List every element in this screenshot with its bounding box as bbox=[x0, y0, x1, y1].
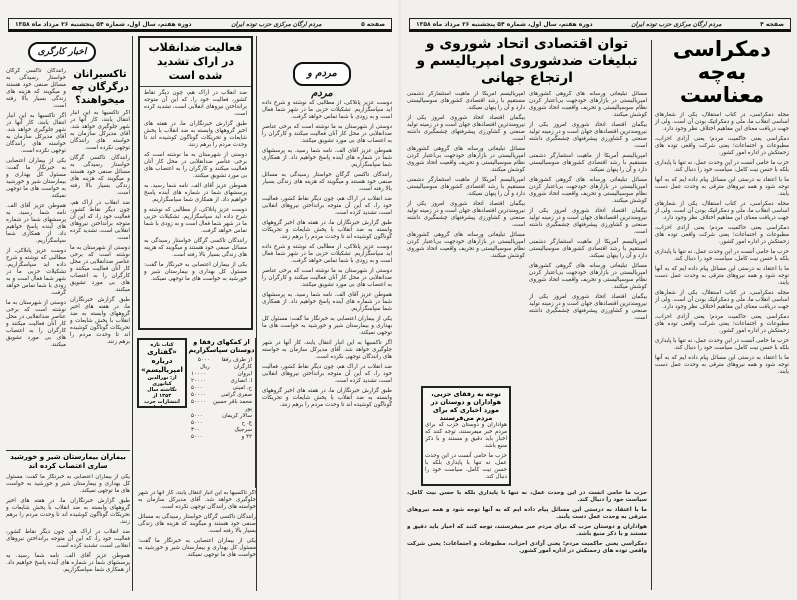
paragraph: حزب ما حامی آنست در این وحدت عمل، نه تنها با پایداری بلکه با حسن نیت کامل، سیاست خود را دنبال کند. bbox=[655, 249, 789, 262]
paragraph: بیگمان اقتصاد اتحاد شوروی امروز یکی از نیرومندترین اقتصادهای جهان است و در زمینه تولید صنعتی و کشاورزی پیشرفتهای چشمگیری داشته است. bbox=[529, 294, 647, 321]
donation-amount: ۵۰۰۰ bbox=[191, 420, 203, 426]
donation-amount: ۵۰۰۰ bbox=[191, 413, 203, 419]
paragraph: طبق گزارش خبرنگاران ما، در هفته های اخیر گروههای وابسته به ضد انقلاب با پخش شایعات و تحریکات گوناگون کوشیده اند تا وحدت مردم را برهم زنند. bbox=[262, 220, 392, 240]
book-author: از: نورالدین کیانوری bbox=[147, 375, 177, 387]
main-article-col-1 bbox=[529, 91, 647, 486]
paragraph: طبق گزارش خبرنگاران ما، در هفته های اخیر گروههای وابسته به ضد انقلاب با پخش شایعات و تحریکات گوناگون کوشیده اند تا وحدت مردم را برهم زنند. bbox=[144, 121, 247, 148]
donation-amount: ۵۰۰۰ ریال bbox=[197, 357, 210, 370]
paragraph: حزب ما حامی آنست در این وحدت عمل، نه تنها با پایداری بلکه با حسن نیت کامل، سیاست خود را دنبال کند. bbox=[407, 490, 647, 503]
paragraph: امپریالیسم آمریکا از ماهیت استثمارگر دشمنی مستقیم با رشد اقتصادی کشورهای سوسیالیستی دارد و آن را پنهان نمیکند. bbox=[407, 177, 525, 197]
notice-box bbox=[421, 386, 511, 486]
paragraph: ما با اعتقاد به درستی این مسائل پیام داده ایم که به آنها توجه شود و همه نیروهای مترقی به وحدت عمل دست یابند. bbox=[655, 266, 789, 286]
donation-row bbox=[191, 420, 252, 427]
paragraph: ما با اعتقاد به درستی این مسائل پیام داده ایم که به آنها توجه شود و همه نیروهای مترقی به وحدت عمل دست یابند. bbox=[655, 355, 789, 375]
donation-row bbox=[191, 399, 252, 413]
notice-body bbox=[425, 422, 507, 482]
donation-row bbox=[191, 413, 252, 420]
paragraph: دمکراسی یعنی حاکمیت مردم؛ یعنی آزادی احزاب، مطبوعات و اجتماعات؛ یعنی شرکت واقعی توده های زحمتکش در اداره امور کشور. bbox=[655, 136, 789, 156]
main-article-col-2 bbox=[407, 91, 525, 380]
paragraph: دوستی از شهرستان به ما نوشته است که برخی عناصر ضدانقلابی در محل کار آنان فعالیت میکنند و کارگران را به اعتصاب های بی مورد تشویق میکنند. bbox=[262, 268, 392, 288]
paragraph: امپریالیسم آمریکا از ماهیت استثمارگر دشمنی مستقیم با رشد اقتصادی کشورهای سوسیالیستی دارد و آن را پنهان نمیکند. bbox=[529, 153, 647, 173]
paragraph: ما با اعتقاد به درستی این مسائل پیام داده ایم که به آنها توجه شود و همه نیروهای مترقی به وحدت عمل دست یابند. bbox=[407, 507, 647, 520]
paragraph: رانندگان تاکسی گرگان خواستار رسیدگی به مسائل صنفی خود هستند و میگویند که هزینه های زندگی بسیار بالا رفته است. bbox=[138, 514, 256, 534]
page-header bbox=[8, 18, 392, 32]
donor-name: ح. امینی bbox=[232, 385, 252, 391]
donation-amount: ۵۰۰۰ bbox=[191, 385, 203, 391]
donation-row bbox=[191, 392, 252, 399]
middle-lower-text bbox=[138, 490, 256, 590]
divider bbox=[6, 450, 130, 451]
paragraph: امپریالیسم آمریکا از ماهیت استثمارگر دشمنی مستقیم با رشد اقتصادی کشورهای سوسیالیستی دارد و آن را پنهان نمیکند. bbox=[529, 239, 647, 259]
paragraph: ضد انقلاب در اراک هم، چون دیگر نقاط کشور، فعالیت خود را، که این آن متوجه برانداختن نیروهای انقلابی است، تشدید کرده است. bbox=[70, 200, 130, 241]
new-book-box bbox=[137, 338, 187, 408]
donor-name: ایروان bbox=[237, 371, 252, 377]
column-divider bbox=[651, 40, 652, 590]
paragraph: دوستی از شهرستان به ما نوشته است که برخی عناصر ضدانقلابی در محل کار آنان فعالیت میکنند و کارگران را به اعتصاب های بی مورد تشویق میکنند. bbox=[70, 245, 130, 293]
donor-name: صفری گرامی bbox=[220, 392, 252, 398]
box-headline: فعالیت ضدانقلاب در اراک تشدید شده است bbox=[140, 38, 251, 87]
book-title: «گفتاری درباره امپریالیسم» bbox=[141, 348, 183, 374]
paragraph: رانندگان تاکسی گرگان خواستار رسیدگی به مسائل صنفی خود هستند و میگویند که هزینه های زندگی بسیار بالا رفته است. bbox=[144, 238, 247, 258]
taxi-headline: تاکسیرانان درگرگان چه میخواهند؟ bbox=[71, 69, 129, 106]
paragraph: طبق گزارش خبرنگاران ما، در هفته های اخیر گروههای وابسته به ضد انقلاب با پخش شایعات و تحریکات گوناگون کوشیده اند تا وحدت مردم را برهم زنند. bbox=[6, 498, 130, 525]
paragraph: دمکراسی یعنی حاکمیت مردم؛ یعنی آزادی احزاب، مطبوعات و اجتماعات؛ یعنی شرکت واقعی توده های زحمتکش در اداره امور کشور. bbox=[655, 314, 789, 334]
paragraph: هموطن عزیز آقای الف. نامه شما رسید. به پرسشهای شما در شماره های آینده پاسخ خواهیم داد. از همکاری شما سپاسگزاریم. bbox=[6, 553, 130, 573]
paragraph: امپریالیسم آمریکا از ماهیت استثمارگر دشمنی مستقیم با رشد اقتصادی کشورهای سوسیالیستی دارد و آن را پنهان نمیکند. bbox=[407, 91, 525, 111]
paragraph: حزب ما حامی آنست در این وحدت عمل، نه تنها با پایداری بلکه با حسن نیت کامل، سیاست خود را دنبال کند. bbox=[655, 338, 789, 351]
donation-row bbox=[191, 385, 252, 392]
taxi-article bbox=[70, 110, 130, 448]
box-body bbox=[140, 87, 251, 328]
workers-news-column bbox=[6, 68, 66, 448]
paragraph: بیگمان اقتصاد اتحاد شوروی امروز یکی از نیرومندترین اقتصادهای جهان است و در زمینه تولید صنعتی و کشاورزی پیشرفتهای چشمگیری داشته است. bbox=[407, 115, 525, 142]
donation-row bbox=[191, 378, 252, 385]
paragraph: هواداران و دوستان حزب که برای مردم خبر میفرستند، توجه کنند که اخبار باید دقیق و مستند و با ذکر منبع باشد. bbox=[407, 524, 647, 537]
paragraph: مسائل تبلیغاتی ورسانه های گروهی کشورهای امپریالیستی در بازارهای خودجهت بی‌اعتبار کردن نظام سوسیالیستی و تحریف واقعیت اتحاد شوروی کوشش میکنند. bbox=[529, 91, 647, 118]
donation-amount: ۱۰۰۰۰ bbox=[191, 371, 206, 377]
page-number: صفحه ۵ bbox=[361, 20, 385, 28]
paragraph: ضد انقلاب در اراک هم، چون دیگر نقاط کشور، فعالیت خود را، که این آن متوجه برانداختن نیروهای انقلابی است، تشدید کرده است. bbox=[144, 90, 247, 117]
donation-row bbox=[191, 357, 252, 371]
page-number: صفحه ۴ bbox=[760, 20, 784, 28]
donation-amount: ۵۰۰۰۰ bbox=[191, 399, 206, 405]
paragraph: دمکراسی یعنی حاکمیت مردم؛ یعنی آزادی احزاب، مطبوعات و اجتماعات؛ یعنی شرکت واقعی توده های زحمتکش در اداره امور کشور. bbox=[655, 225, 789, 245]
paragraph: هموطن عزیز آقای الف. نامه شما رسید. به پرسشهای شما در شماره های آینده پاسخ خواهیم داد. از همکاری شما سپاسگزاریم. bbox=[144, 183, 247, 203]
paragraph: دوستی از شهرستان به ما نوشته است که برخی عناصر ضدانقلابی در محل کار آنان فعالیت میکنند و کارگران را به اعتصاب های بی مورد تشویق میکنند. bbox=[6, 300, 66, 348]
paragraph: رانندگان تاکسی گرگان خواستار رسیدگی به مسائل صنفی خود هستند و میگویند که هزینه های زندگی بسیار بالا رفته است. bbox=[262, 172, 392, 192]
page-header bbox=[409, 18, 791, 32]
book-note: نگاشته سال ۱۳۵۳ از انتشارات حزب توده ایران bbox=[144, 387, 180, 408]
donation-amount: ۲۰۰۰۰ bbox=[191, 378, 206, 384]
paragraph: هواداران و دوستان حزب که برای مردم خبر میفرستند، توجه کنند که اخبار باید دقیق و مستند و با ذکر منبع باشد. bbox=[425, 422, 507, 449]
paragraph: هموطن عزیز آقای الف. نامه شما رسید. به پرسشهای شما در شماره های آینده پاسخ خواهیم داد. از همکاری شما سپاسگزاریم. bbox=[6, 203, 66, 244]
paragraph: یکی از بیماران اعتصابی به خبرنگار ما گفت: مسئول کل بهداری و بیمارستان شیر و خورشید به خواست های ما توجهی نمیکند. bbox=[138, 538, 256, 558]
paragraph: دوست عزیز پانلاکی، از مطالبی که نوشته و شرح داده اید سپاسگزاریم. تشکیلات حزبی ما در شهر شما فعال است و به زودی با شما تماس خواهد گرفت. bbox=[6, 248, 66, 296]
paragraph: اگر تاکسیها به این انبار انتقال یابند، کار آنها در شهر جلوگیری خواهد شد. آقای مدیرکل سازمان به خواسته های رانندگان توجهی نکرده است. bbox=[70, 110, 130, 151]
donor-name: ا. انصاری bbox=[230, 378, 252, 384]
main-headline: توان اقتصادی اتحاد شوروی و تبلیغات ضدشوروی امپریالیسم و ارتجاع جهانی bbox=[416, 36, 638, 86]
newspaper-page-4 bbox=[401, 0, 797, 600]
paragraph: یکی از بیماران اعتصابی به خبرنگار ما گفت: مسئول کل بهداری و بیمارستان شیر و خورشید به خواست های ما توجهی نمیکند. bbox=[144, 262, 247, 282]
workers-news-badge: اخبار کارگری bbox=[28, 42, 96, 62]
paragraph: حزب ما حامی آنست در این وحدت عمل، نه تنها با پایداری بلکه با حسن نیت کامل، سیاست خود را دنبال کند. bbox=[655, 160, 789, 173]
donor-name: ع. ح bbox=[241, 420, 252, 426]
mardom-badge: مردم و مردم bbox=[293, 62, 351, 86]
paragraph: هموطن عزیز آقای الف. نامه شما رسید. به پرسشهای شما در شماره های آینده پاسخ خواهیم داد. از همکاری شما سپاسگزاریم. bbox=[262, 292, 392, 312]
column-divider bbox=[132, 36, 133, 591]
paragraph: رانندگان تاکسی گرگان خواستار رسیدگی به مسائل صنفی خود هستند و میگویند که هزینه های زندگی بسیار بالا رفته است. bbox=[70, 155, 130, 196]
paragraph: اگر تاکسیها به این انبار انتقال یابند، کار آنها در شهر جلوگیری خواهد شد. آقای مدیرکل سازمان به خواسته های رانندگان توجهی نکرده است. bbox=[6, 113, 66, 154]
patients-article bbox=[6, 474, 130, 593]
paragraph: ضد انقلاب در اراک هم، چون دیگر نقاط کشور، فعالیت خود را، که این آن متوجه برانداختن نیروهای انقلابی است، تشدید کرده است. bbox=[262, 196, 392, 216]
donations-section bbox=[188, 338, 256, 488]
notice-headline: توجه به رفقای حزبی، هواداران و دوستان در مورد اخباری که برای مردم می‌فرستند bbox=[430, 390, 502, 422]
paragraph: مسائل تبلیغاتی ورسانه های گروهی کشورهای امپریالیستی در بازارهای خودجهت بی‌اعتبار کردن نظام سوسیالیستی و تحریف واقعیت اتحاد شوروی کوشش میکنند. bbox=[407, 232, 525, 259]
paragraph: دمکراسی یعنی حاکمیت مردم؛ یعنی آزادی احزاب، مطبوعات و اجتماعات؛ یعنی شرکت واقعی توده های زحمتکش در اداره امور کشور. bbox=[407, 541, 647, 554]
donation-amount: ۵۰۰۰۰ bbox=[191, 392, 206, 398]
donor-name: از طرف رفقا کارگران bbox=[221, 357, 252, 370]
paragraph: دوست عزیز پانلاکی، از مطالبی که نوشته و شرح داده اید سپاسگزاریم. تشکیلات حزبی ما در شهر شما فعال است و به زودی با شما تماس خواهد گرفت. bbox=[144, 207, 247, 234]
paragraph: یکی از بیماران اعتصابی به خبرنگار ما گفت: مسئول کل بهداری و بیمارستان شیر و خورشید به خواست های ما توجهی نمیکند. bbox=[6, 474, 130, 494]
donor-name: سرجیک bbox=[234, 427, 252, 433]
paragraph: طبق گزارش خبرنگاران ما، در هفته های اخیر گروههای وابسته به ضد انقلاب با پخش شایعات و تحریکات گوناگون کوشیده اند تا وحدت مردم را برهم زنند. bbox=[262, 388, 392, 408]
paragraph: ضد انقلاب در اراک هم، چون دیگر نقاط کشور، فعالیت خود را، که این آن متوجه برانداختن نیروهای انقلابی است، تشدید کرده است. bbox=[6, 529, 130, 549]
donations-list bbox=[188, 354, 255, 444]
issue-info: دوره هفتم، سال اول، شماره ۵۴ پنجشنبه ۲۶ مرداد ماه ۱۳۵۸ bbox=[416, 20, 593, 28]
democracy-headline: دمکراسی به‌چه معناست bbox=[672, 38, 772, 107]
donation-amount: ۵۰۰۰ bbox=[191, 434, 203, 440]
donations-title: از کمکهای رفقا و دوستان سپاسگزاریم bbox=[188, 338, 255, 354]
paragraph: حزب ما حامی آنست در این وحدت عمل، نه تنها با پایداری بلکه با حسن نیت کامل، سیاست خود را دنبال کند. bbox=[425, 453, 507, 480]
masthead: مردم ارگان مرکزی حزب توده ایران bbox=[631, 20, 722, 28]
column-divider bbox=[256, 36, 257, 591]
paragraph: یکی از بیماران اعتصابی به خبرنگار ما گفت: مسئول کل بهداری و بیمارستان شیر و خورشید به خواست های ما توجهی نمیکند. bbox=[6, 158, 66, 199]
paragraph: مجله دمکراسی، در کتاب استقلال، یکی از شعارهای اساسی انقلاب ما، ملی و دمکراتیک بودن آن است. ولی از جهت دریافت معنای این مفاهیم اختلاف نظر وجود دارد. bbox=[655, 112, 789, 132]
issue-info: دوره هفتم، سال اول، شماره ۵۴ پنجشنبه ۲۶ مرداد ماه ۱۳۵۸ bbox=[15, 20, 192, 28]
paragraph: ضد انقلاب در اراک هم، چون دیگر نقاط کشور، فعالیت خود را، که این آن متوجه برانداختن نیروهای انقلابی است، تشدید کرده است. bbox=[262, 364, 392, 384]
paragraph: دوست عزیز پانلاکی، از مطالبی که نوشته و شرح داده اید سپاسگزاریم. تشکیلات حزبی ما در شهر شما فعال است و به زودی با شما تماس خواهد گرفت. bbox=[262, 100, 392, 120]
donation-amount: ۳۰۰ bbox=[191, 427, 200, 433]
paragraph: یکی از بیماران اعتصابی به خبرنگار ما گفت: مسئول کل بهداری و بیمارستان شیر و خورشید به خواست های ما توجهی نمیکند. bbox=[262, 316, 392, 336]
paragraph: بیگمان اقتصاد اتحاد شوروی امروز یکی از نیرومندترین اقتصادهای جهان است و در زمینه تولید صنعتی و کشاورزی پیشرفتهای چشمگیری داشته است. bbox=[407, 201, 525, 228]
patients-strike-headline: بیماران بیمارستان شیر و خورشید ساری اعتصاب کرده اند bbox=[10, 453, 126, 470]
donation-row bbox=[191, 434, 252, 441]
donor-name: ۴۲ و bbox=[241, 434, 252, 440]
paragraph: مجله دمکراسی، در کتاب استقلال، یکی از شعارهای اساسی انقلاب ما، ملی و دمکراتیک بودن آن است. ولی از جهت دریافت معنای این مفاهیم اختلاف نظر وجود دارد. bbox=[655, 290, 789, 310]
paragraph: مسائل تبلیغاتی ورسانه های گروهی کشورهای امپریالیستی در بازارهای خودجهت بی‌اعتبار کردن نظام سوسیالیستی و تحریف واقعیت اتحاد شوروی کوشش میکنند. bbox=[529, 177, 647, 204]
paragraph: دوستی از شهرستان به ما نوشته است که برخی عناصر ضدانقلابی در محل کار آنان فعالیت میکنند و کارگران را به اعتصاب های بی مورد تشویق میکنند. bbox=[262, 124, 392, 144]
paragraph: مسائل تبلیغاتی ورسانه های گروهی کشورهای امپریالیستی در بازارهای خودجهت بی‌اعتبار کردن نظام سوسیالیستی و تحریف واقعیت اتحاد شوروی کوشش میکنند. bbox=[529, 263, 647, 290]
book-kicker: کتاب تازه bbox=[150, 342, 174, 348]
paragraph: هموطن عزیز آقای الف. نامه شما رسید. به پرسشهای شما در شماره های آینده پاسخ خواهیم داد. از همکاری شما سپاسگزاریم. bbox=[262, 148, 392, 168]
bold-statement bbox=[407, 490, 647, 590]
paragraph: بیگمان اقتصاد اتحاد شوروی امروز یکی از نیرومندترین اقتصادهای جهان است و در زمینه تولید صنعتی و کشاورزی پیشرفتهای چشمگیری داشته است. bbox=[529, 122, 647, 149]
paragraph: رانندگان تاکسی گرگان خواستار رسیدگی به مسائل صنفی خود هستند و میگویند که هزینه های زندگی بسیار بالا رفته است. bbox=[6, 68, 66, 109]
newspaper-page-5 bbox=[0, 0, 398, 600]
main-story bbox=[405, 36, 649, 486]
paragraph: اگر تاکسیها به این انبار انتقال یابند، کار آنها در شهر جلوگیری خواهد شد. آقای مدیرکل سازمان به خواسته های رانندگان توجهی نکرده است. bbox=[262, 340, 392, 360]
arak-counterrevolution-box bbox=[138, 36, 253, 330]
donor-name: سالار کریمان bbox=[222, 413, 252, 419]
paragraph: دوست عزیز پانلاکی، از مطالبی که نوشته و شرح داده اید سپاسگزاریم. تشکیلات حزبی ما در شهر شما فعال است و به زودی با شما تماس خواهد گرفت. bbox=[262, 244, 392, 264]
taxi-story bbox=[70, 68, 130, 448]
donor-name: محمد باقر حسین پور bbox=[212, 399, 252, 412]
masthead: مردم ارگان مرکزی حزب توده ایران bbox=[231, 20, 322, 28]
donation-row bbox=[191, 371, 252, 378]
paragraph: اگر تاکسیها به این انبار انتقال یابند، کار آنها در شهر جلوگیری خواهد شد. آقای مدیرکل سازمان به خواسته های رانندگان توجهی نکرده است. bbox=[138, 490, 256, 510]
paragraph: طبق گزارش خبرنگاران ما، در هفته های اخیر گروههای وابسته به ضد انقلاب با پخش شایعات و تحریکات گوناگون کوشیده اند تا وحدت مردم را برهم زنند. bbox=[70, 297, 130, 345]
main-article-columns bbox=[405, 91, 649, 486]
letters-column bbox=[262, 100, 392, 590]
paragraph: بیگمان اقتصاد اتحاد شوروی امروز یکی از نیرومندترین اقتصادهای جهان است و در زمینه تولید صنعتی و کشاورزی پیشرفتهای چشمگیری داشته است. bbox=[529, 208, 647, 235]
democracy-story bbox=[653, 38, 791, 590]
main-article-left-stack bbox=[407, 91, 525, 486]
patients-story bbox=[6, 453, 130, 593]
democracy-article bbox=[653, 112, 791, 590]
paragraph: ما با اعتقاد به درستی این مسائل پیام داده ایم که به آنها توجه شود و همه نیروهای مترقی به وحدت عمل دست یابند. bbox=[655, 177, 789, 197]
paragraph: مجله دمکراسی، در کتاب استقلال، یکی از شعارهای اساسی انقلاب ما، ملی و دمکراتیک بودن آن است. ولی از جهت دریافت معنای این مفاهیم اختلاف نظر وجود دارد. bbox=[655, 201, 789, 221]
paragraph: مسائل تبلیغاتی ورسانه های گروهی کشورهای امپریالیستی در بازارهای خودجهت بی‌اعتبار کردن نظام سوسیالیستی و تحریف واقعیت اتحاد شوروی کوشش میکنند. bbox=[407, 146, 525, 173]
paragraph: دوستی از شهرستان به ما نوشته است که برخی عناصر ضدانقلابی در محل کار آنان فعالیت میکنند و کارگران را به اعتصاب های بی مورد تشویق میکنند. bbox=[144, 152, 247, 179]
donation-row bbox=[191, 427, 252, 434]
